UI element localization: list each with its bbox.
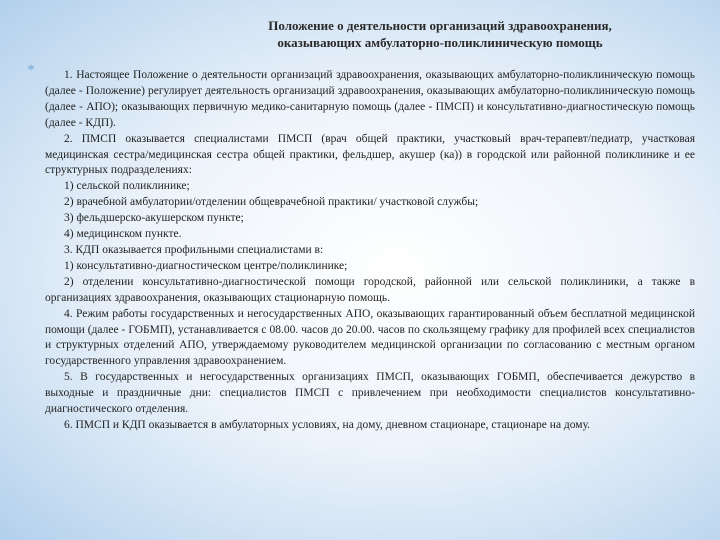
list-item-consult-center: 1) консультативно-диагностическом центре/поликлинике; [64,259,348,272]
paragraph-4: 4. Режим работы государственных и негосударственных АПО, оказывающих гарантированный объем бесплатной медицинской помощи (далее - ГОБМП), устанавливается с 08.00. часов до 20.00. часов по скользящему графику для профилей всех специалистов и структурных отделений АПО, утверждаемому руководителем медицинской организации по согласованию с местным органом государственного управления здравоохранением. [45,307,695,368]
paragraph-5: 5. В государственных и негосударственных организациях ПМСП, оказывающих ГОБМП, обеспечивается дежурство в выходные и праздничные дни: специалистов ПМСП с привлечением при необходимости специалистов консультативно-диагностического отделения. [45,371,695,416]
list-item-rural-polyclinic: 1) сельской поликлинике; [64,180,190,193]
list-item-consult-department: 2) отделении консультативно-диагностической помощи городской, районной или сельской поликлиники, а также в организациях здравоохранения, оказывающих стационарную помощь. [45,275,695,304]
list-item-medical-point: 4) медицинском пункте. [64,228,182,241]
slide-title-line-1: Положение о деятельности организаций здравоохранения, [268,18,612,33]
paragraph-6: 6. ПМСП и КДП оказывается в амбулаторных условиях, на дому, дневном стационаре, стационаре на дому. [64,418,591,431]
slide-body [45,68,695,434]
bullet-icon: * [27,62,35,79]
list-item-feldsher-point: 3) фельдшерско-акушерском пункте; [64,212,244,225]
list-item-ambulatory: 2) врачебной амбулатории/отделении общеврачебной практики/ участковой службы; [64,196,479,209]
paragraph-1: 1. Настоящее Положение о деятельности организаций здравоохранения, оказывающих амбулаторно-поликлиническую помощь (далее - Положение) регулирует деятельность организаций здравоохранения, оказывающих амбулаторно-поликлиническую помощь (далее - АПО); оказывающих первичную медико-санитарную помощь (далее - ПМСП) и консультативно-диагностическую помощь (далее - КДП). [45,69,695,129]
slide-title-line-2: оказывающих амбулаторно-поликлиническую помощь [277,35,603,50]
paragraph-2: 2. ПМСП оказывается специалистами ПМСП (врач общей практики, участковый врач-терапевт/педиатр, участковая медицинская сестра/медицинская сестра общей практики, фельдшер, акушер (ка)) в городской или районной поликлинике и ее структурных подразделениях: [45,132,695,177]
slide-title [190,17,690,51]
paragraph-3: 3. КДП оказывается профильными специалистами в: [64,243,324,256]
